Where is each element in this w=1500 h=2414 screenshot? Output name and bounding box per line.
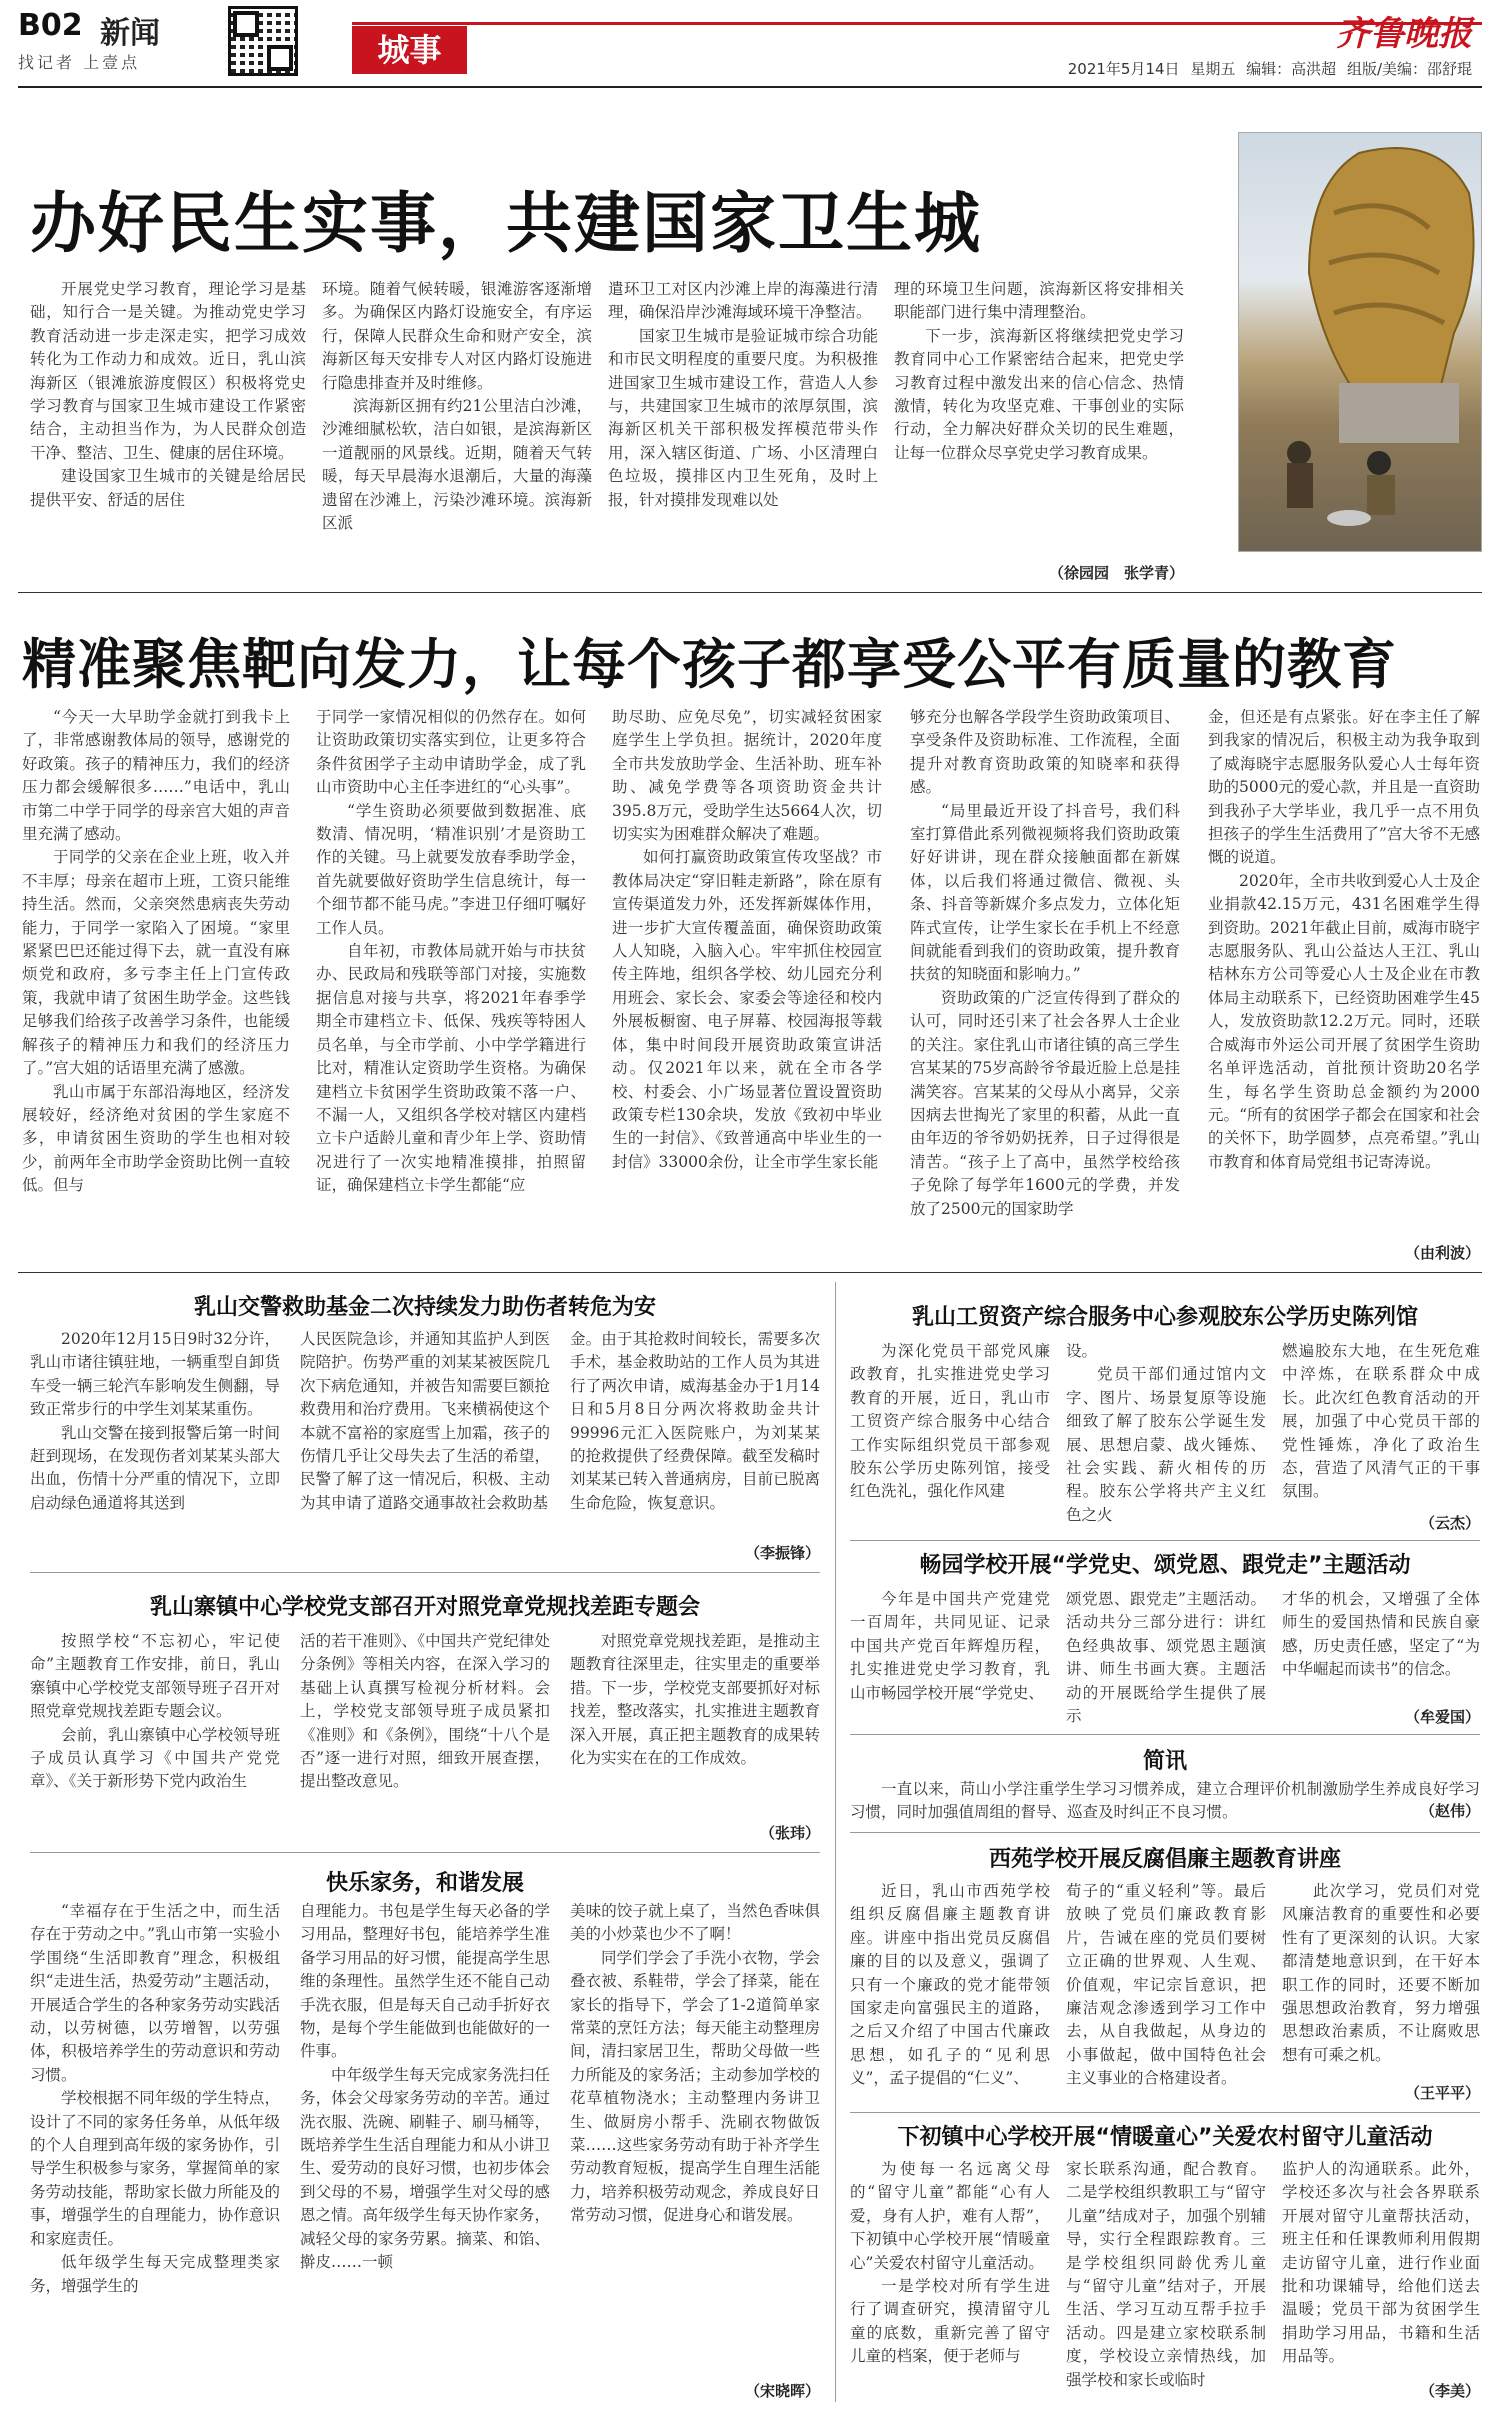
- article-9-col-1: 近日，乳山市西苑学校组织反腐倡廉主题教育讲座。讲座中指出党员反腐倡廉的目的以及意义，强调了只有一个廉政的党才能带领国家走向富强民主的道路，之后又介绍了中国古代廉政思想，如孔子的“见利思义”，孟子提倡的“仁义”、: [850, 1882, 1050, 2088]
- designer: 组版/美编：邵舒琨: [1346, 60, 1472, 78]
- article-2-col-3: 助尽助、应免尽免”，切实减轻贫困家庭学生上学负担。据统计，2020年度全市共发放助学金、生活补助、班车补助、减免学费等各项资助资金共计395.8万元，受助学生达5664人次，切切实实为困难群众解决了难题。 如何打赢资助政策宣传攻坚战？市教体局决定“穿旧鞋走新路”，除在原有宣传渠道发力外，还发挥新媒体作用，进一步扩大宣传覆盖面，确保资助政策人人知晓，入脑入心。牢牢抓住校园宣传主阵地，组织各学校、幼儿园充分利用班会、家长会、家委会等途径和校内外展板橱窗、电子屏幕、校园海报等载体，集中时间段开展资助政策宣讲活动。仅2021年以来，就在全市各学校、村委会、小广场显著位置设置资助政策专栏130余块，发放《致初中毕业生的一封信》、《致普通高中毕业生的一封信》33000余份，让全市学生家长能: [612, 708, 882, 1171]
- article-10-title: 下初镇中心学校开展“情暖童心”关爱农村留守儿童活动: [897, 2125, 1433, 2150]
- article-7-title: 畅园学校开展“学党史、颂党恩、跟党走”主题活动: [919, 1553, 1411, 1578]
- page-number: B02: [18, 8, 83, 43]
- article-1-byline: （徐园园 张学青）: [1048, 564, 1184, 582]
- article-5-col-1: “幸福存在于生活之中，而生活存在于劳动之中。”乳山市第一实验小学围绕“生活即教育”理念，积极组织“走进生活，热爱劳动”主题活动，开展适合学生的各种家务劳动实践活动，以劳树德，以劳增智，以劳强体，积极培养学生的劳动意识和劳动习惯。 学校根据不同年级的学生特点，设计了不同的家务任务单，从低年级的个人自理到高年级的家务协作，引导学生积极参与家务，掌握简单的家务劳动技能，帮助家长做力所能及的事，增强学生的自理能力，协作意识和家庭责任。 低年级学生每天完成整理类家务，增强学生的: [30, 1902, 280, 2295]
- header-red-rule: [352, 22, 1482, 25]
- article-5-title: 快乐家务，和谐发展: [325, 1871, 524, 1896]
- article-1-col-3: 遣环卫工对区内沙滩上岸的海藻进行清理，确保沿岸沙滩海域环境干净整洁。 国家卫生城市是验证城市综合功能和市民文明程度的重要尺度。为积极推进国家卫生城市建设工作，营造人人参与，共建国家卫生城市的浓厚氛围，滨海新区机关干部积极发挥模范带头作用，深入辖区街道、广场、小区清理白色垃圾，摸排区内卫生死角，及时上报，针对摸排发现难以处: [608, 280, 878, 509]
- article-2-col-5: 金，但还是有点紧张。好在李主任了解到我家的情况后，积极主动为我争取到了威海晓宇志愿服务队爱心人士每年资助的5000元的爱心款，并且是一直资助到我孙子大学毕业，我几乎一点不用负担孩子的学生生活费用了”宫大爷不无感慨的说道。 2020年，全市共收到爱心人士及企业捐款42.15万元，431名困难学生得到资助。2021年截止目前，威海市晓宇志愿服务队、乳山公益达人王江、乳山桔林东方公司等爱心人士及企业在市教体局主动联系下，已经资助困难学生45人，发放资助款12.2万元。同时，还联合威海市外运公司开展了贫困学生资助名单评选活动，首批预计资助20名学生，每名学生资助总金额约为2000元。“所有的贫困学子都会在国家和社会的关怀下，助学圆梦，点亮希望。”乳山市教育和体育局党组书记寄涛说。: [1208, 708, 1480, 1171]
- article-7-col-2: 颂党恩、跟党走”主题活动。活动共分三部分进行：讲红色经典故事、颂党恩主题演讲、师生书画大赛。主题活动的开展既给学生提供了展示: [1066, 1590, 1266, 1726]
- article-10-col-3: 监护人的沟通联系。此外，学校还多次与社会各界联系开展对留守儿童帮扶活动，班主任和任课教师利用假期走访留守儿童，进行作业面批和功课辅导，给他们送去温暖；党员干部为贫困学生捐助学习用品，书籍和生活用品等。: [1282, 2160, 1480, 2366]
- article-6-byline: （云杰）: [1419, 1514, 1480, 1532]
- article-2-col-2: 于同学一家情况相似的仍然存在。如何让资助政策切实落实到位，让更多符合条件贫困学子主动申请助学金，成了乳山市资助中心主任李进红的“心头事”。 “学生资助必须要做到数据准、底数清、情况明，‘精准识别’才是资助工作的关键。马上就要发放春季助学金，首先就要做好资助学生信息统计，每一个细节都不能马虎。”李进卫仔细叮嘱好工作人员。 自年初，市教体局就开始与市扶贫办、民政局和残联等部门对接，实施数据信息对接与共享，将2021年春季学期全市建档立卡、低保、残疾等特困人员名单，与全市学前、小中学学籍进行比对，精准认定资助学生资格。为确保建档立卡贫困学生资助政策不落一户、不漏一人，又组织各学校对辖区内建档立卡户适龄儿童和青少年上学、资助情况进行了一次实地精准摸排，拍照留证，确保建档立卡学生都能“应: [316, 708, 586, 1195]
- article-5-byline: （宋晓晖）: [744, 2382, 820, 2400]
- article-3-byline: （李振锋）: [744, 1544, 820, 1562]
- article-2-col-4: 够充分也解各学段学生资助政策项目、享受条件及资助标准、工作流程，全面提升对教育资助政策的知晓率和获得感。 “局里最近开设了抖音号，我们科室打算借此系列微视频将我们资助政策好好讲讲，现在群众接触面都在新媒体，以后我们将通过微信、微视、头条、抖音等新媒介多点发力，立体化矩阵式宣传，让学生家长在手机上不经意间就能看到我们的资助政策，提升教育扶贫的知晓面和影响力。” 资助政策的广泛宣传得到了群众的认可，同时还引来了社会各界人士企业的关注。家住乳山市诸往镇的高三学生宫某某的75岁高龄爷爷最近脸上总是挂满笑容。宫某某的父母从小离异，父亲因病去世掏光了家里的积蓄，从此一直由年迈的爷爷奶奶抚养，日子过得很是清苦。“孩子上了高中，虽然学校给孩子免除了每学年1600元的学费，并发放了2500元的国家助学: [910, 708, 1180, 1218]
- header-rule: [18, 86, 1482, 88]
- divider: [18, 592, 1482, 593]
- article-8-title: 简讯: [1142, 1749, 1187, 1774]
- divider: [30, 1572, 820, 1573]
- article-3-col-3: 金。由于其抢救时间较长，需要多次手术，基金救助站的工作人员为其进行了两次申请，威海基金办于1月14日和5月8日分两次将救助金共计99996元汇入医院账户，为刘某某的抢救提供了经费保障。截至发稿时刘某某已转入普通病房，目前已脱离生命危险，恢复意识。: [570, 1330, 820, 1512]
- article-4-col-3: 对照党章党规找差距，是推动主题教育往深里走，往实里走的重要举措。下一步，学校党支部要抓好对标找差，整改落实，扎实推进主题教育深入开展，真正把主题教育的成果转化为实实在在的工作成效。: [570, 1632, 820, 1768]
- sculpture-photo: [1238, 132, 1482, 552]
- article-6-col-2: 设。 党员干部们通过馆内文字、图片、场景复原等设施细致了解了胶东公学诞生发展、思想启蒙、战火锤炼、社会实践、薪火相传的历程。胶东公学将共产主义红色之火: [1066, 1342, 1266, 1524]
- article-9-col-3: 此次学习，党员们对党风廉洁教育的重要性和必要性有了更深刻的认识。大家都清楚地意识到，在干好本职工作的同时，还要不断加强思想政治教育，努力增强思想政治素质，不让腐败思想有可乘之机。: [1282, 1882, 1480, 2064]
- article-1-col-1: 开展党史学习教育，理论学习是基础，知行合一是关键。为推动党史学习教育活动进一步走深走实，把学习成效转化为工作动力和成效。近日，乳山滨海新区（银滩旅游度假区）积极将党史学习教育与国家卫生城市建设工作紧密结合，主动担当作为，为人民群众创造干净、整洁、卫生、健康的居住环境。 建设国家卫生城市的关键是给居民提供平安、舒适的居住: [30, 280, 306, 509]
- article-5-col-3: 美味的饺子就上桌了，当然色香味俱美的小炒菜也少不了啊！ 同学们学会了手洗小衣物，学会叠衣被、系鞋带，学会了择菜，能在家长的指导下，学会了1-2道简单家常菜的烹饪方法；每天能主动整理房间，清扫家居卫生，帮助父母做一些力所能及的家务活；主动参加学校的花草植物浇水；主动整理内务讲卫生、做厨房小帮手、洗刷衣物做饭菜……这些家务劳动有助于补齐学生劳动教育短板，提高学生自理生活能力，培养积极劳动观念，养成良好日常劳动习惯，促进身心和谐发展。: [570, 1902, 820, 2225]
- article-4-title: 乳山寨镇中心学校党支部召开对照党章党规找差距专题会: [149, 1595, 700, 1620]
- article-10-byline: （李美）: [1419, 2382, 1480, 2400]
- section-name: 新闻: [100, 16, 160, 51]
- qr-code-icon[interactable]: [228, 6, 298, 76]
- newspaper-logo: 齐鲁晚报: [1336, 14, 1472, 54]
- article-7-col-3: 才华的机会，又增强了全体师生的爱国热情和民族自豪感，历史责任感，坚定了“为中华崛起而读书”的信念。: [1282, 1590, 1480, 1679]
- article-9-title: 西苑学校开展反腐倡廉主题教育讲座: [988, 1847, 1341, 1872]
- issue-weekday: 星期五: [1190, 60, 1236, 78]
- article-7-byline: （牟爱国）: [1404, 1708, 1480, 1726]
- article-10-col-2: 家长联系沟通，配合教育。二是学校组织教职工与“留守儿童”结成对子，加强个别辅导，实行全程跟踪教育。三是学校组织同龄优秀儿童与“留守儿童”结对子，开展生活、学习互动互帮手拉手活动。四是建立家校联系制度，学校设立亲情热线，加强学校和家长或临时: [1066, 2160, 1266, 2389]
- article-3-col-1: 2020年12月15日9时32分许，乳山市诸往镇驻地，一辆重型自卸货车受一辆三轮汽车影响发生侧翻，导致正常步行的中学生刘某某重伤。 乳山交警在接到报警后第一时间赶到现场，在发现伤者刘某某头部大出血，伤情十分严重的情况下，立即启动绿色通道将其送到: [30, 1330, 280, 1512]
- editor: 编辑：高洪超: [1246, 60, 1337, 78]
- article-4-byline: （张玮）: [759, 1824, 820, 1842]
- article-9-col-2: 荀子的“重义轻利”等。最后放映了党员们廉政教育影片，告诫在座的党员们要树立正确的世界观、人生观、价值观，牢记宗旨意识，把廉洁观念渗透到学习工作中去，从自我做起，从身边的小事做起，做中国特色社会主义事业的合格建设者。: [1066, 1882, 1266, 2088]
- divider: [850, 1734, 1480, 1735]
- column-divider: [835, 1282, 836, 2402]
- article-2-title: 精准聚焦靶向发力，让每个孩子都享受公平有质量的教育: [22, 633, 1397, 696]
- article-7-col-1: 今年是中国共产党建党一百周年，共同见证、记录中国共产党百年辉煌历程，扎实推进党史学习教育，乳山市畅园学校开展“学党史、: [850, 1590, 1050, 1702]
- article-3-title: 乳山交警救助基金二次持续发力助伤者转危为安: [193, 1295, 656, 1320]
- article-1-col-4: 理的环境卫生问题，滨海新区将安排相关职能部门进行集中清理整治。 下一步，滨海新区将继续把党史学习教育同中心工作紧密结合起来，把党史学习教育过程中激发出来的信心信念、热情激情，转化为攻坚克难、干事创业的实际行动，全力解决好群众关切的民生难题，让每一位群众尽享党史学习教育成果。: [894, 280, 1184, 462]
- divider: [30, 1852, 820, 1853]
- article-6-title: 乳山工贸资产综合服务中心参观胶东公学历史陈列馆: [911, 1305, 1418, 1330]
- article-6-col-1: 为深化党员干部党风廉政教育，扎实推进党史学习教育的开展，近日，乳山市工贸资产综合服务中心结合工作实际组织党员干部参观胶东公学历史陈列馆，接受红色洗礼，强化作风建: [850, 1342, 1050, 1501]
- header-info: [1068, 58, 1472, 79]
- article-6-col-3: 燃遍胶东大地，在生死危难中淬炼，在联系群众中成长。此次红色教育活动的开展，加强了中心党员干部的党性锤炼，净化了政治生态，营造了风清气正的干事氛围。: [1282, 1342, 1480, 1500]
- article-9-byline: （王平平）: [1404, 2084, 1480, 2102]
- article-10-col-1: 为使每一名远离父母的“留守儿童”都能“心有人爱，身有人护，难有人帮”，下初镇中心学校开展“情暖童心”关爱农村留守儿童活动。 一是学校对所有学生进行了调查研究，摸清留守儿童的底数，重新完善了留守儿童的档案，便于老师与: [850, 2160, 1050, 2366]
- issue-date: 2021年5月14日: [1067, 60, 1180, 78]
- divider: [18, 1272, 1482, 1273]
- article-3-col-2: 人民医院急诊，并通知其监护人到医院陪护。伤势严重的刘某某被医院几次下病危通知，并被告知需要巨额抢救费用和治疗费用。飞来横祸使这个本就不富裕的家庭雪上加霜，孩子的伤情几乎让父母失去了生活的希望，民警了解了这一情况后，积极、主动为其申请了道路交通事故社会救助基: [300, 1330, 550, 1512]
- article-1-col-2: 环境。随着气候转暖，银滩游客逐渐增多。为确保区内路灯设施安全，有序运行，保障人民群众生命和财产安全，滨海新区每天安排专人对区内路灯设施进行隐患排查并及时维修。 滨海新区拥有约21公里洁白沙滩，沙滩细腻松软，洁白如银，是滨海新区一道靓丽的风景线。近期，随着天气转暖，每天早晨海水退潮后，大量的海藻遗留在沙滩上，污染沙滩环境。滨海新区派: [322, 280, 592, 533]
- article-4-col-1: 按照学校“不忘初心，牢记使命”主题教育工作安排，前日，乳山寨镇中心学校党支部领导班子召开对照党章党规找差距专题会议。 会前，乳山寨镇中心学校领导班子成员认真学习《中国共产党党章》、《关于新形势下党内政治生: [30, 1632, 280, 1791]
- article-4-col-2: 活的若干准则》、《中国共产党纪律处分条例》等相关内容，在深入学习的基础上认真撰写检视分析材料。会上，学校党支部领导班子成员紧扣《准则》和《条例》，围绕“十八个是否”逐一进行对照，细致开展查摆，提出整改意见。: [300, 1632, 550, 1791]
- divider: [850, 1832, 1480, 1833]
- article-8-text: 一直以来，苘山小学注重学生学习习惯养成，建立合理评价机制激励学生养成良好学习习惯，同时加强值周组的督导、巡查及时纠正不良习惯。: [850, 1780, 1480, 1822]
- divider: [850, 2112, 1480, 2113]
- article-2-col-1: “今天一大早助学金就打到我卡上了，非常感谢教体局的领导，感谢党的好政策。孩子的精神压力，我们的经济压力都会缓解很多……”电话中，乳山市第二中学于同学的母亲宫大姐的声音里充满了感动。 于同学的父亲在企业上班，收入并不丰厚；母亲在超市上班，工资只能维持生活。然而，父亲突然患病丧失劳动能力，于同学一家陷入了困境。“家里紧紧巴巴还能过得下去，就一直没有麻烦党和政府，多亏李主任上门宣传政策，我就申请了贫困生助学金。这些钱足够我们给孩子改善学习条件，也能缓解孩子的精神压力和我们的经济压力了。”宫大姐的话语里充满了感激。 乳山市属于东部沿海地区，经济发展较好，经济绝对贫困的学生家庭不多，申请贫困生资助的学生也相对较少，前两年全市助学金资助比例一直较低。但与: [22, 708, 290, 1195]
- article-2-byline: （由利波）: [1404, 1244, 1480, 1262]
- article-5-col-2: 自理能力。书包是学生每天必备的学习用品，整理好书包，能培养学生准备学习用品的好习惯，能提高学生思维的条理性。虽然学生还不能自己动手洗衣服，但是每天自己动手折好衣物，是每个学生能做到也能做好的一件事。 中年级学生每天完成家务洗扫任务，体会父母家务劳动的辛苦。通过洗衣服、洗碗、刷鞋子、刷马桶等，既培养学生生活自理能力和从小讲卫生、爱劳动的良好习惯，也初步体会到父母的不易，增强学生对父母的感恩之情。高年级学生每天协作家务，减轻父母的家务劳累。摘菜、和馅、擀皮……一顿: [300, 1902, 550, 2272]
- divider: [850, 1540, 1480, 1541]
- column-tag: 城事: [352, 26, 467, 74]
- article-1-title: 办好民生实事，共建国家卫生城: [30, 185, 982, 262]
- article-8-byline: （赵伟）: [1419, 1802, 1480, 1820]
- section-subtitle: 找记者 上壹点: [18, 53, 141, 72]
